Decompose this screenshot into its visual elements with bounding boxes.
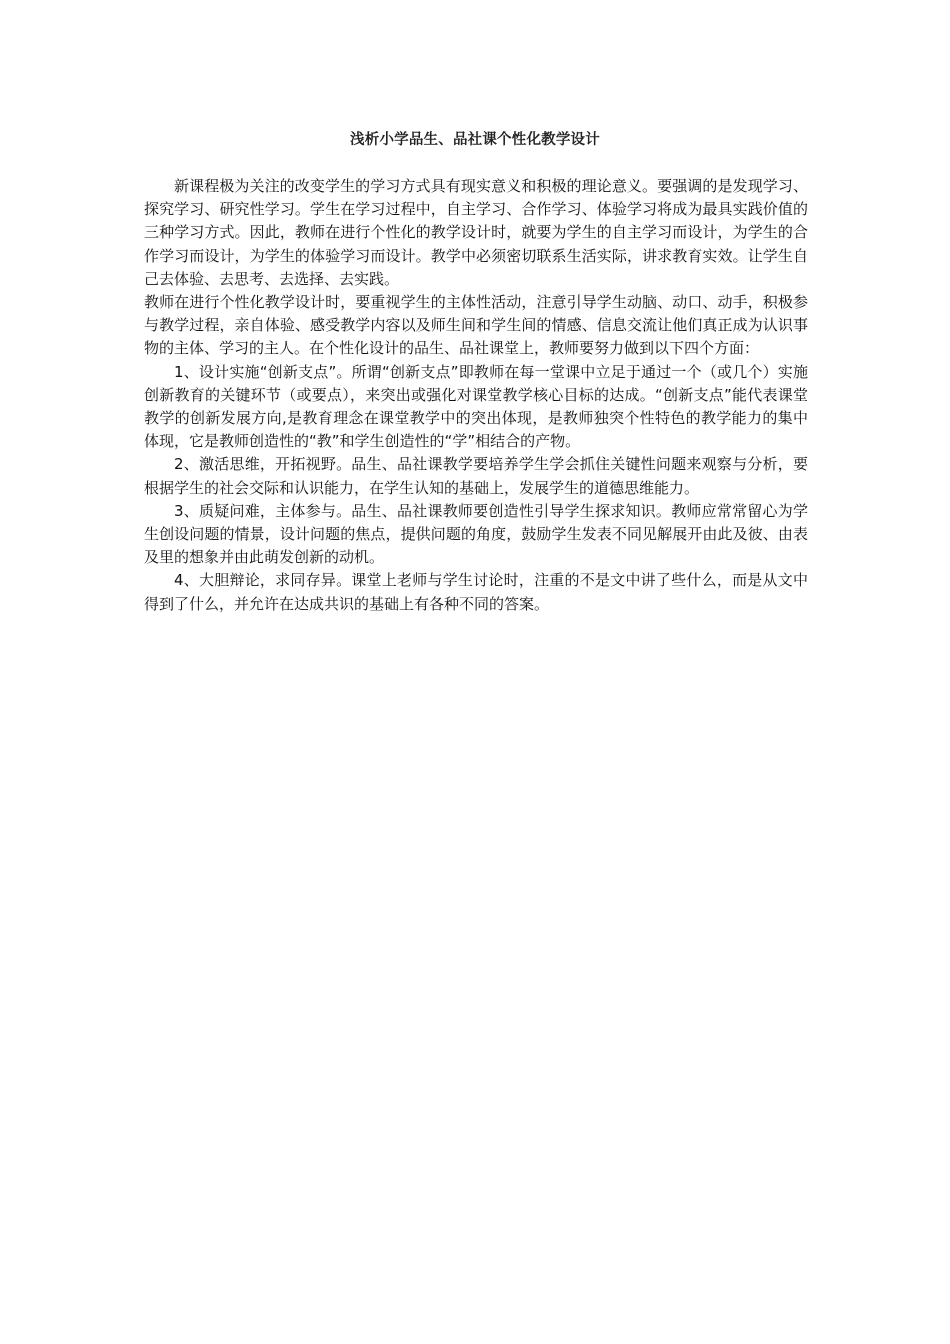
paragraph-point-1: 1、设计实施“创新支点”。所谓“创新支点”即教师在每一堂课中立足于通过一个（或几个）实施创新教育的关键环节（或要点），来突出或强化对课堂教学核心目标的达成。“创新支点”能代表课堂教学的创新发展方向,是教育理念在课堂教学中的突出体现，是教师独突个性特色的教学能力的集中体现，它是教师创造性的“教”和学生创造性的“学”相结合的产物。 — [144, 362, 808, 451]
paragraph-point-4: 4、大胆辩论，求同存异。课堂上老师与学生讨论时，注重的不是文中讲了些什么，而是从文中得到了什么，并允许在达成共识的基础上有各种不同的答案。 — [144, 571, 808, 613]
document-body — [144, 175, 808, 616]
paragraph-intro: 新课程极为关注的改变学生的学习方式具有现实意义和积极的理论意义。要强调的是发现学习、探究学习、研究性学习。学生在学习过程中，自主学习、合作学习、体验学习将成为最具实践价值的三种学习方式。因此，教师在进行个性化的教学设计时，就要为学生的自主学习而设计，为学生的合作学习而设计，为学生的体验学习而设计。教学中必须密切联系生活实际，讲求教育实效。让学生自己去体验、去思考、去选择、去实践。 — [144, 177, 808, 288]
paragraph-point-3: 3、质疑问难，主体参与。品生、品社课教师要创造性引导学生探求知识。教师应常常留心为学生创设问题的情景，设计问题的焦点，提供问题的角度，鼓励学生发表不同见解展开由此及彼、由表及里的想象并由此萌发创新的动机。 — [144, 501, 808, 567]
paragraph-point-2: 2、激活思维，开拓视野。品生、品社课教学要培养学生学会抓住关键性问题来观察与分析，要根据学生的社会交际和认识能力，在学生认知的基础上，发展学生的道德思维能力。 — [144, 455, 808, 497]
paragraph-teacher-design: 教师在进行个性化教学设计时，要重视学生的主体性活动，注意引导学生动脑、动口、动手，积极参与教学过程，亲自体验、感受教学内容以及师生间和学生间的情感、信息交流让他们真正成为认识事物的主体、学习的主人。在个性化设计的品生、品社课堂上，教师要努力做到以下四个方面： — [144, 293, 808, 358]
document-title: 浅析小学品生、品社课个性化教学设计 — [350, 132, 600, 148]
